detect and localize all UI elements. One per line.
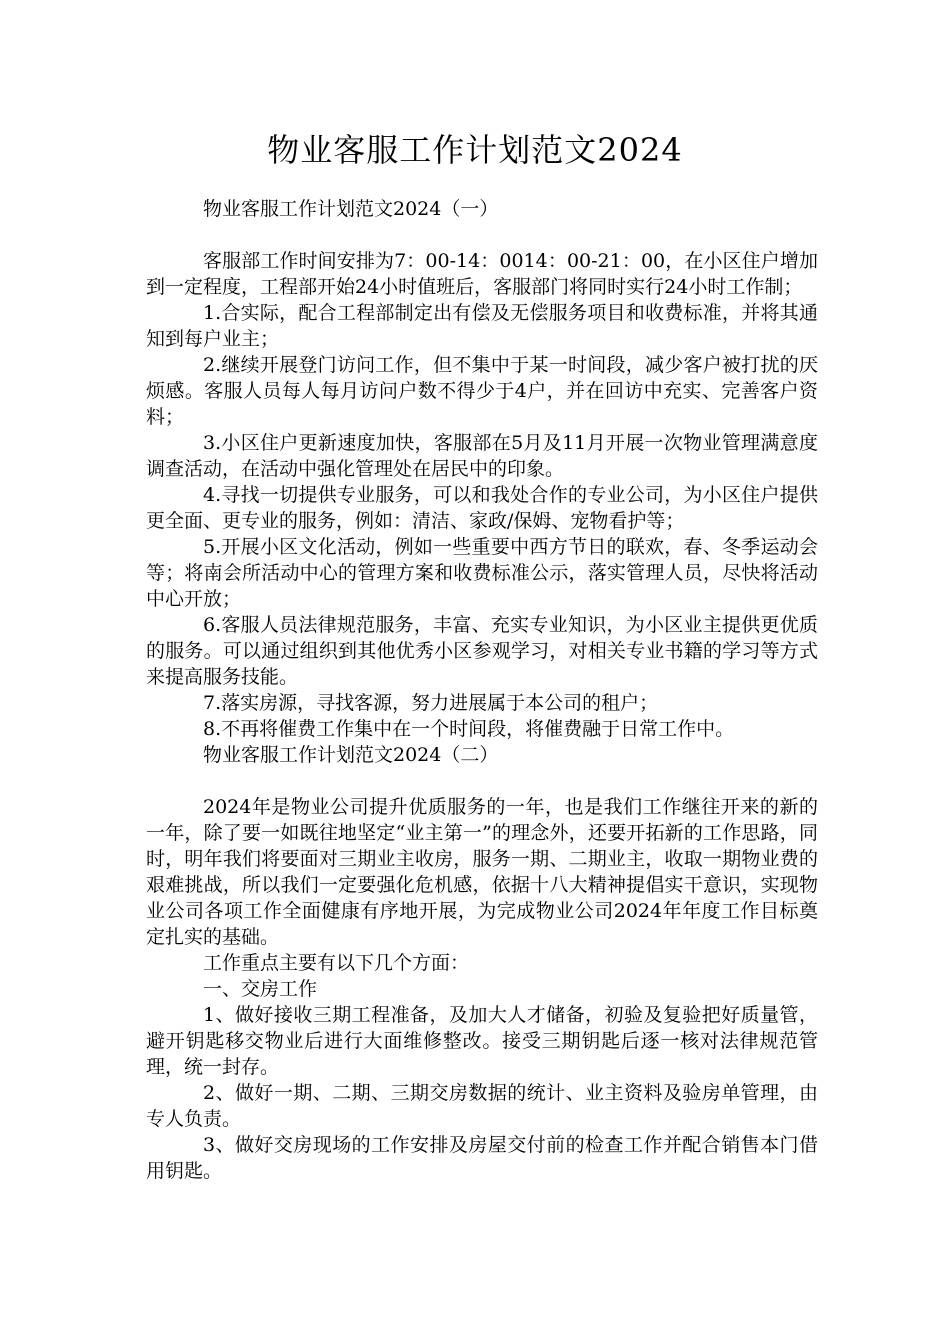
list-item: 2.继续开展登门访问工作，但不集中于某一时间段，减少客户被打扰的厌烦感。客服人员每人每月访问户数不得少于4户，并在回访中充实、完善客户资料； bbox=[146, 354, 818, 428]
document-title: 物业客服工作计划范文2024 bbox=[267, 131, 683, 169]
paragraph: 客服部工作时间安排为7：00-14：0014：00-21：00，在小区住户增加到一定程度，工程部开始24小时值班后，客服部门将同时实行24小时工作制； bbox=[146, 250, 818, 298]
list-item: 3.小区住户更新速度加快，客服部在5月及11月开展一次物业管理满意度调查活动，在活动中强化管理处在居民中的印象。 bbox=[146, 432, 818, 480]
paragraph: 2024年是物业公司提升优质服务的一年，也是我们工作继往开来的新的一年，除了要一如既往地坚定“业主第一”的理念外，还要开拓新的工作思路，同时，明年我们将要面对三期业主收房，服务一期、二期业主，收取一期物业费的艰难挑战，所以我们一定要强化危机感，依据十八大精神提倡实干意识，实现物业公司各项工作全面健康有序地开展，为完成物业公司2024年年度工作目标奠定扎实的基础。 bbox=[146, 796, 818, 948]
list-item: 6.客服人员法律规范服务，丰富、充实专业知识，为小区业主提供更优质的服务。可以通过组织到其他优秀小区参观学习，对相关专业书籍的学习等方式来提高服务技能。 bbox=[146, 614, 818, 688]
document-body bbox=[146, 196, 818, 1184]
spacer bbox=[146, 222, 818, 248]
section-heading: 物业客服工作计划范文2024（二） bbox=[203, 744, 499, 766]
paragraph: 工作重点主要有以下几个方面： bbox=[203, 952, 470, 974]
list-item: 4.寻找一切提供专业服务，可以和我处合作的专业公司，为小区住户提供更全面、更专业的服务，例如：清洁、家政/保姆、宠物看护等； bbox=[146, 484, 818, 532]
spacer bbox=[146, 768, 818, 794]
list-item: 3、做好交房现场的工作安排及房屋交付前的检查工作并配合销售本门借用钥匙。 bbox=[146, 1134, 818, 1182]
list-item: 5.开展小区文化活动，例如一些重要中西方节日的联欢，春、冬季运动会等；将南会所活动中心的管理方案和收费标准公示，落实管理人员，尽快将活动中心开放； bbox=[146, 536, 818, 610]
list-item: 1.合实际，配合工程部制定出有偿及无偿服务项目和收费标准，并将其通知到每户业主； bbox=[146, 302, 818, 350]
list-item: 7.落实房源，寻找客源，努力进展属于本公司的租户； bbox=[203, 692, 659, 714]
sub-heading: 一、交房工作 bbox=[203, 978, 318, 1000]
section-heading: 物业客服工作计划范文2024（一） bbox=[203, 198, 499, 220]
list-item: 2、做好一期、二期、三期交房数据的统计、业主资料及验房单管理，由专人负责。 bbox=[146, 1082, 818, 1130]
list-item: 1、做好接收三期工程准备，及加大人才储备，初验及复验把好质量管，避开钥匙移交物业后进行大面维修整改。接受三期钥匙后逐一核对法律规范管理，统一封存。 bbox=[146, 1004, 818, 1078]
list-item: 8.不再将催费工作集中在一个时间段，将催费融于日常工作中。 bbox=[203, 718, 735, 740]
